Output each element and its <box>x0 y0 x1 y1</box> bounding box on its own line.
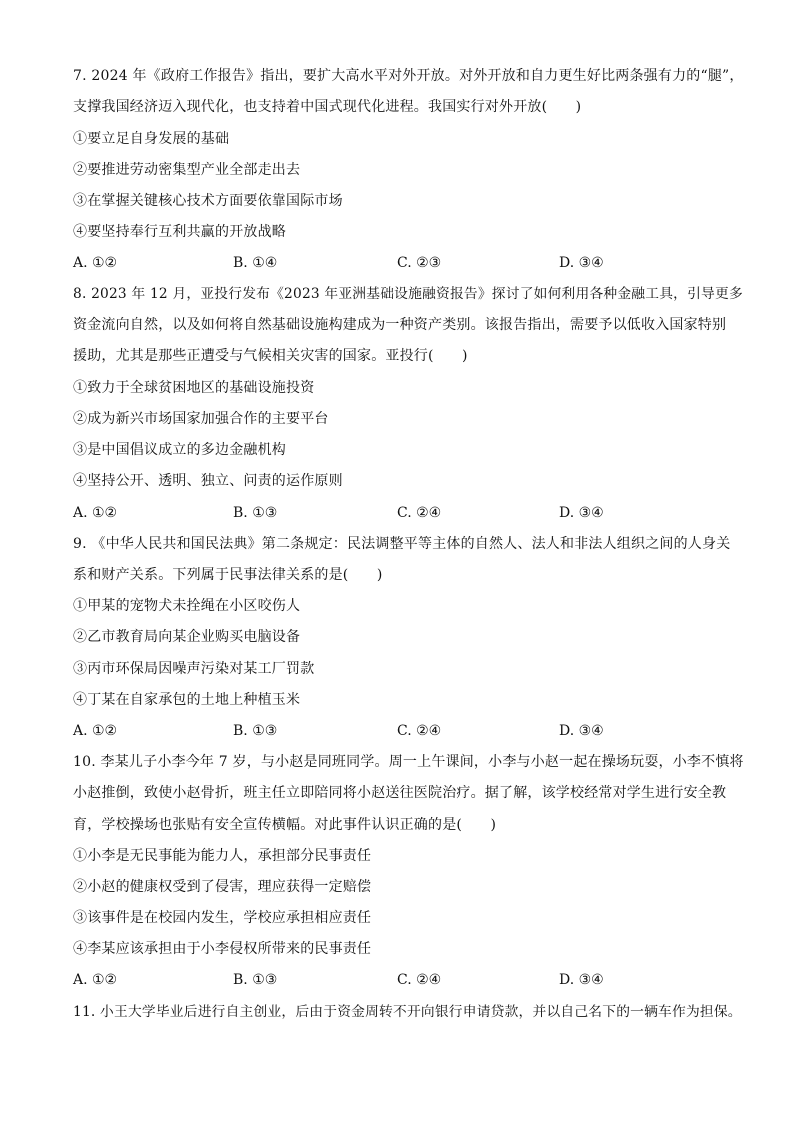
question-10-statement-3: ③该事件是在校园内发生，学校应承担相应责任 <box>73 910 372 926</box>
option-c: C. ②④ <box>397 723 442 739</box>
question-10-stem-line-2: 小赵推倒，致使小赵骨折，班主任立即陪同将小赵送往医院治疗。据了解，该学校经常对学生进行安全教 <box>73 785 727 801</box>
question-9-statement-4: ④丁某在自家承包的土地上种植玉米 <box>73 692 301 708</box>
question-7-stem-line-1: 7. 2024 年《政府工作报告》指出，要扩大高水平对外开放。对外开放和自力更生好比两条强有力的“腿”， <box>73 68 744 84</box>
question-8-statement-2: ②成为新兴市场国家加强合作的主要平台 <box>73 411 329 427</box>
question-8-stem-line-3: 援助，尤其是那些正遭受与气候相关灾害的国家。亚投行( ) <box>73 348 468 364</box>
question-7-stem-line-2: 支撑我国经济迈入现代化，也支持着中国式现代化进程。我国实行对外开放( ) <box>73 99 582 115</box>
question-8-statement-3: ③是中国倡议成立的多边金融机构 <box>73 442 286 458</box>
option-d: D. ③④ <box>559 972 604 988</box>
question-9-statement-3: ③丙市环保局因噪声污染对某工厂罚款 <box>73 661 315 677</box>
question-11-stem-line-1: 11. 小王大学毕业后进行自主创业，后由于资金周转不开向银行申请贷款，并以自己名下的一辆车作为担保。 <box>73 1004 742 1020</box>
question-10-statement-1: ①小李是无民事能为能力人，承担部分民事责任 <box>73 848 372 864</box>
question-8-statement-1: ①致力于全球贫困地区的基础设施投资 <box>73 380 315 396</box>
option-c: C. ②④ <box>397 505 442 521</box>
question-9-statement-1: ①甲某的宠物犬未拴绳在小区咬伤人 <box>73 598 301 614</box>
question-9-statement-2: ②乙市教育局向某企业购买电脑设备 <box>73 629 301 645</box>
question-9-stem-line-1: 9. 《中华人民共和国民法典》第二条规定：民法调整平等主体的自然人、法人和非法人组织之间的人身关 <box>73 536 731 552</box>
option-d: D. ③④ <box>559 723 604 739</box>
option-a: A. ①② <box>73 723 118 739</box>
option-d: D. ③④ <box>559 505 604 521</box>
question-10-stem-line-1: 10. 李某儿子小李今年 7 岁，与小赵是同班同学。周一上午课间，小李与小赵一起在操场玩耍，小李不慎将 <box>73 754 744 770</box>
question-7-statement-3: ③在掌握关键核心技术方面要依靠国际市场 <box>73 193 343 209</box>
question-9-options <box>73 721 733 741</box>
question-9-stem-line-2: 系和财产关系。下列属于民事法律关系的是( ) <box>73 567 383 583</box>
option-c: C. ②③ <box>397 255 442 271</box>
question-8-options <box>73 503 733 523</box>
question-7-options <box>73 253 733 273</box>
option-b: B. ①③ <box>233 505 278 521</box>
option-a: A. ①② <box>73 972 118 988</box>
question-8-stem-line-1: 8. 2023 年 12 月，亚投行发布《2023 年亚洲基础设施融资报告》探讨了如何利用各种金融工具，引导更多 <box>73 286 743 302</box>
question-10-statement-4: ④李某应该承担由于小李侵权所带来的民事责任 <box>73 941 372 957</box>
question-7-statement-2: ②要推进劳动密集型产业全部走出去 <box>73 162 301 178</box>
question-10-options <box>73 970 733 990</box>
option-d: D. ③④ <box>559 255 604 271</box>
option-a: A. ①② <box>73 255 118 271</box>
question-8-stem-line-2: 资金流向自然，以及如何将自然基础设施构建成为一种资产类别。该报告指出，需要予以低收入国家特别 <box>73 317 727 333</box>
question-8-statement-4: ④坚持公开、透明、独立、问责的运作原则 <box>73 473 343 489</box>
option-b: B. ①③ <box>233 972 278 988</box>
question-7-statement-1: ①要立足自身发展的基础 <box>73 131 230 147</box>
option-c: C. ②④ <box>397 972 442 988</box>
question-10-stem-line-3: 育，学校操场也张贴有安全宣传横幅。对此事件认识正确的是( ) <box>73 817 497 833</box>
option-b: B. ①③ <box>233 723 278 739</box>
option-b: B. ①④ <box>233 255 278 271</box>
question-10-statement-2: ②小赵的健康权受到了侵害，理应获得一定赔偿 <box>73 879 372 895</box>
option-a: A. ①② <box>73 505 118 521</box>
question-7-statement-4: ④要坚持奉行互利共赢的开放战略 <box>73 224 286 240</box>
